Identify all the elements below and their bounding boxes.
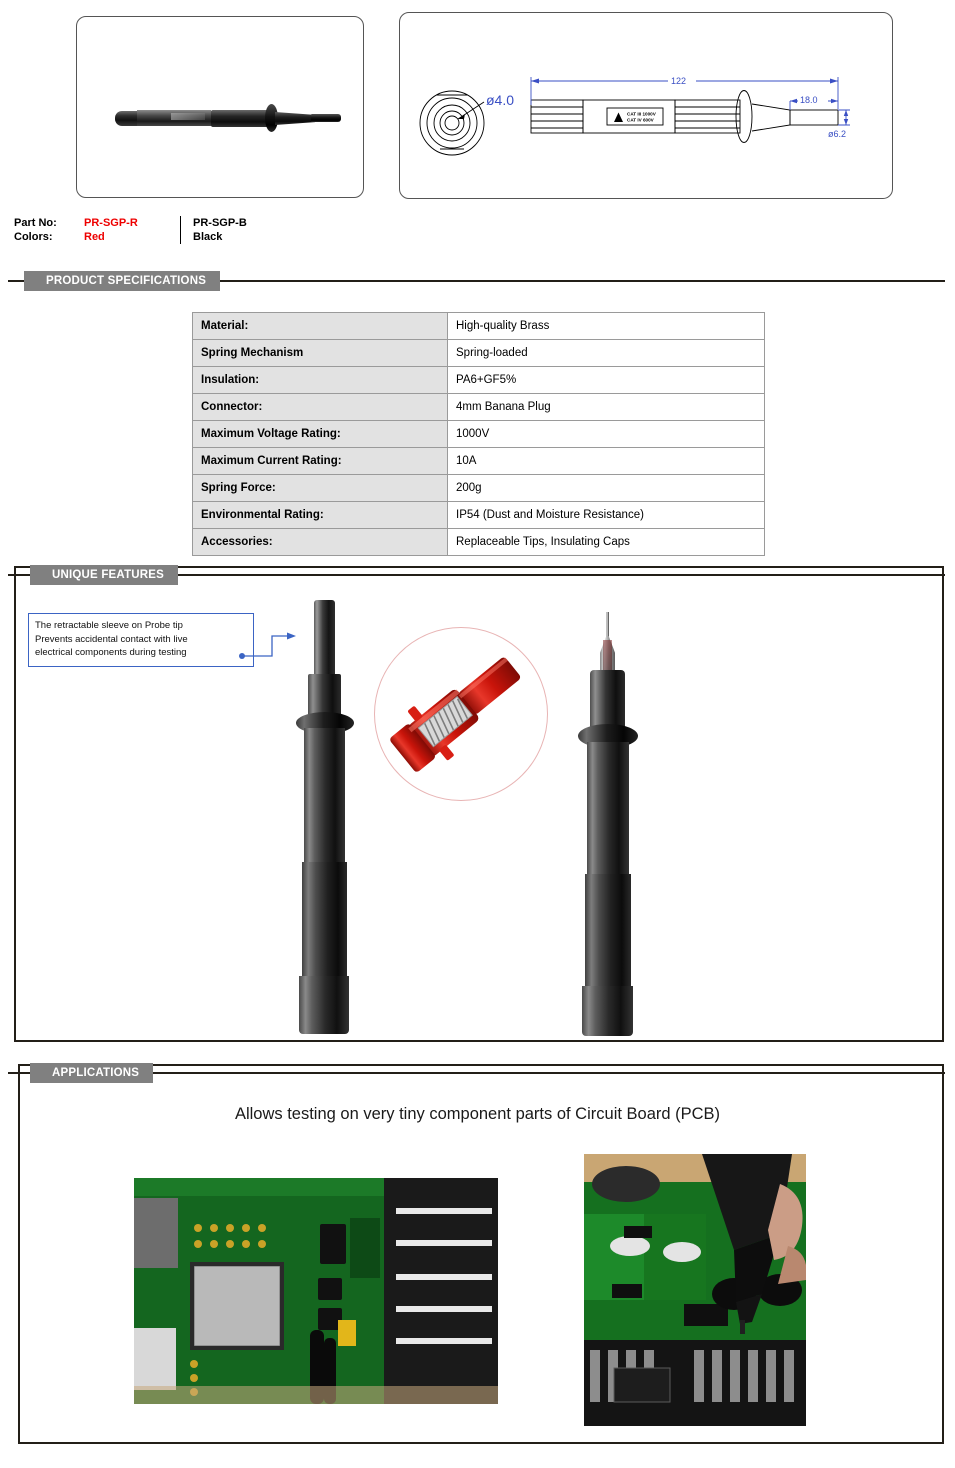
table-row <box>193 475 765 502</box>
table-row <box>193 340 765 367</box>
probe-technical-drawing <box>400 13 892 198</box>
spec-value: 10A <box>448 448 765 475</box>
dim-tip-length: 18.0 <box>800 95 818 105</box>
section-title-features: UNIQUE FEATURES <box>30 565 178 585</box>
spec-key: Insulation: <box>193 367 448 394</box>
callout-leader-line <box>238 624 300 670</box>
spec-value: 4mm Banana Plug <box>448 394 765 421</box>
rating-label <box>607 108 663 125</box>
table-row <box>193 367 765 394</box>
black-test-probe-photo <box>115 105 337 131</box>
section-header-features <box>0 565 955 585</box>
product-photo-frame <box>76 16 364 198</box>
part-number-block <box>14 216 247 244</box>
spec-key: Accessories: <box>193 529 448 556</box>
specifications-table <box>192 312 765 556</box>
probe-spring-cutaway-detail <box>374 627 548 801</box>
color-black: Black <box>181 230 247 244</box>
part-no-label: Part No: <box>14 217 57 229</box>
spec-key: Connector: <box>193 394 448 421</box>
spec-key: Maximum Voltage Rating: <box>193 421 448 448</box>
table-row <box>193 529 765 556</box>
pcb-closeup-photo <box>134 1178 498 1404</box>
probe-tip <box>311 114 341 122</box>
technical-drawing-frame <box>399 12 893 199</box>
probe-tip-exposed-photo <box>565 612 649 1036</box>
spec-key: Environmental Rating: <box>193 502 448 529</box>
dim-overall-length: 122 <box>671 76 687 86</box>
spec-value: 1000V <box>448 421 765 448</box>
table-row <box>193 448 765 475</box>
spec-value: Replaceable Tips, Insulating Caps <box>448 529 765 556</box>
applications-caption: Allows testing on very tiny component parts of Circuit Board (PCB) <box>234 1105 721 1123</box>
rating-line-2: CAT IV 600V <box>627 117 654 123</box>
section-header-specifications <box>0 271 955 291</box>
color-red: Red <box>84 231 105 243</box>
colors-row <box>14 230 247 244</box>
callout-line-2: Prevents accidental contact with live <box>35 633 188 645</box>
spec-value: IP54 (Dust and Moisture Resistance) <box>448 502 765 529</box>
part-no-red: PR-SGP-R <box>84 217 138 229</box>
section-header-applications <box>0 1063 955 1083</box>
spec-value: PA6+GF5% <box>448 367 765 394</box>
spec-key: Spring Force: <box>193 475 448 502</box>
spec-value: High-quality Brass <box>448 313 765 340</box>
spec-value: Spring-loaded <box>448 340 765 367</box>
probe-testing-pcb-photo <box>584 1154 806 1426</box>
spec-key: Maximum Current Rating: <box>193 448 448 475</box>
part-no-row <box>14 216 247 230</box>
callout-line-3: electrical components during testing <box>35 647 187 658</box>
dim-shaft-diameter: ø6.2 <box>828 129 847 139</box>
spec-key: Material: <box>193 313 448 340</box>
callout-line-1: The retractable sleeve on Probe tip <box>35 620 183 631</box>
probe-body-marking <box>171 113 205 120</box>
section-title-applications: APPLICATIONS <box>30 1063 153 1083</box>
table-row <box>193 502 765 529</box>
table-row <box>193 421 765 448</box>
section-title-specifications: PRODUCT SPECIFICATIONS <box>24 271 220 291</box>
table-row <box>193 394 765 421</box>
rating-line-1: CAT III 1000V <box>627 111 656 117</box>
table-row <box>193 313 765 340</box>
colors-label: Colors: <box>14 231 53 243</box>
spec-value: 200g <box>448 475 765 502</box>
part-no-black: PR-SGP-B <box>181 216 247 230</box>
spec-key: Spring Mechanism <box>193 340 448 367</box>
feature-callout-box <box>28 613 254 667</box>
dim-tip-diameter: ø4.0 <box>486 92 515 108</box>
